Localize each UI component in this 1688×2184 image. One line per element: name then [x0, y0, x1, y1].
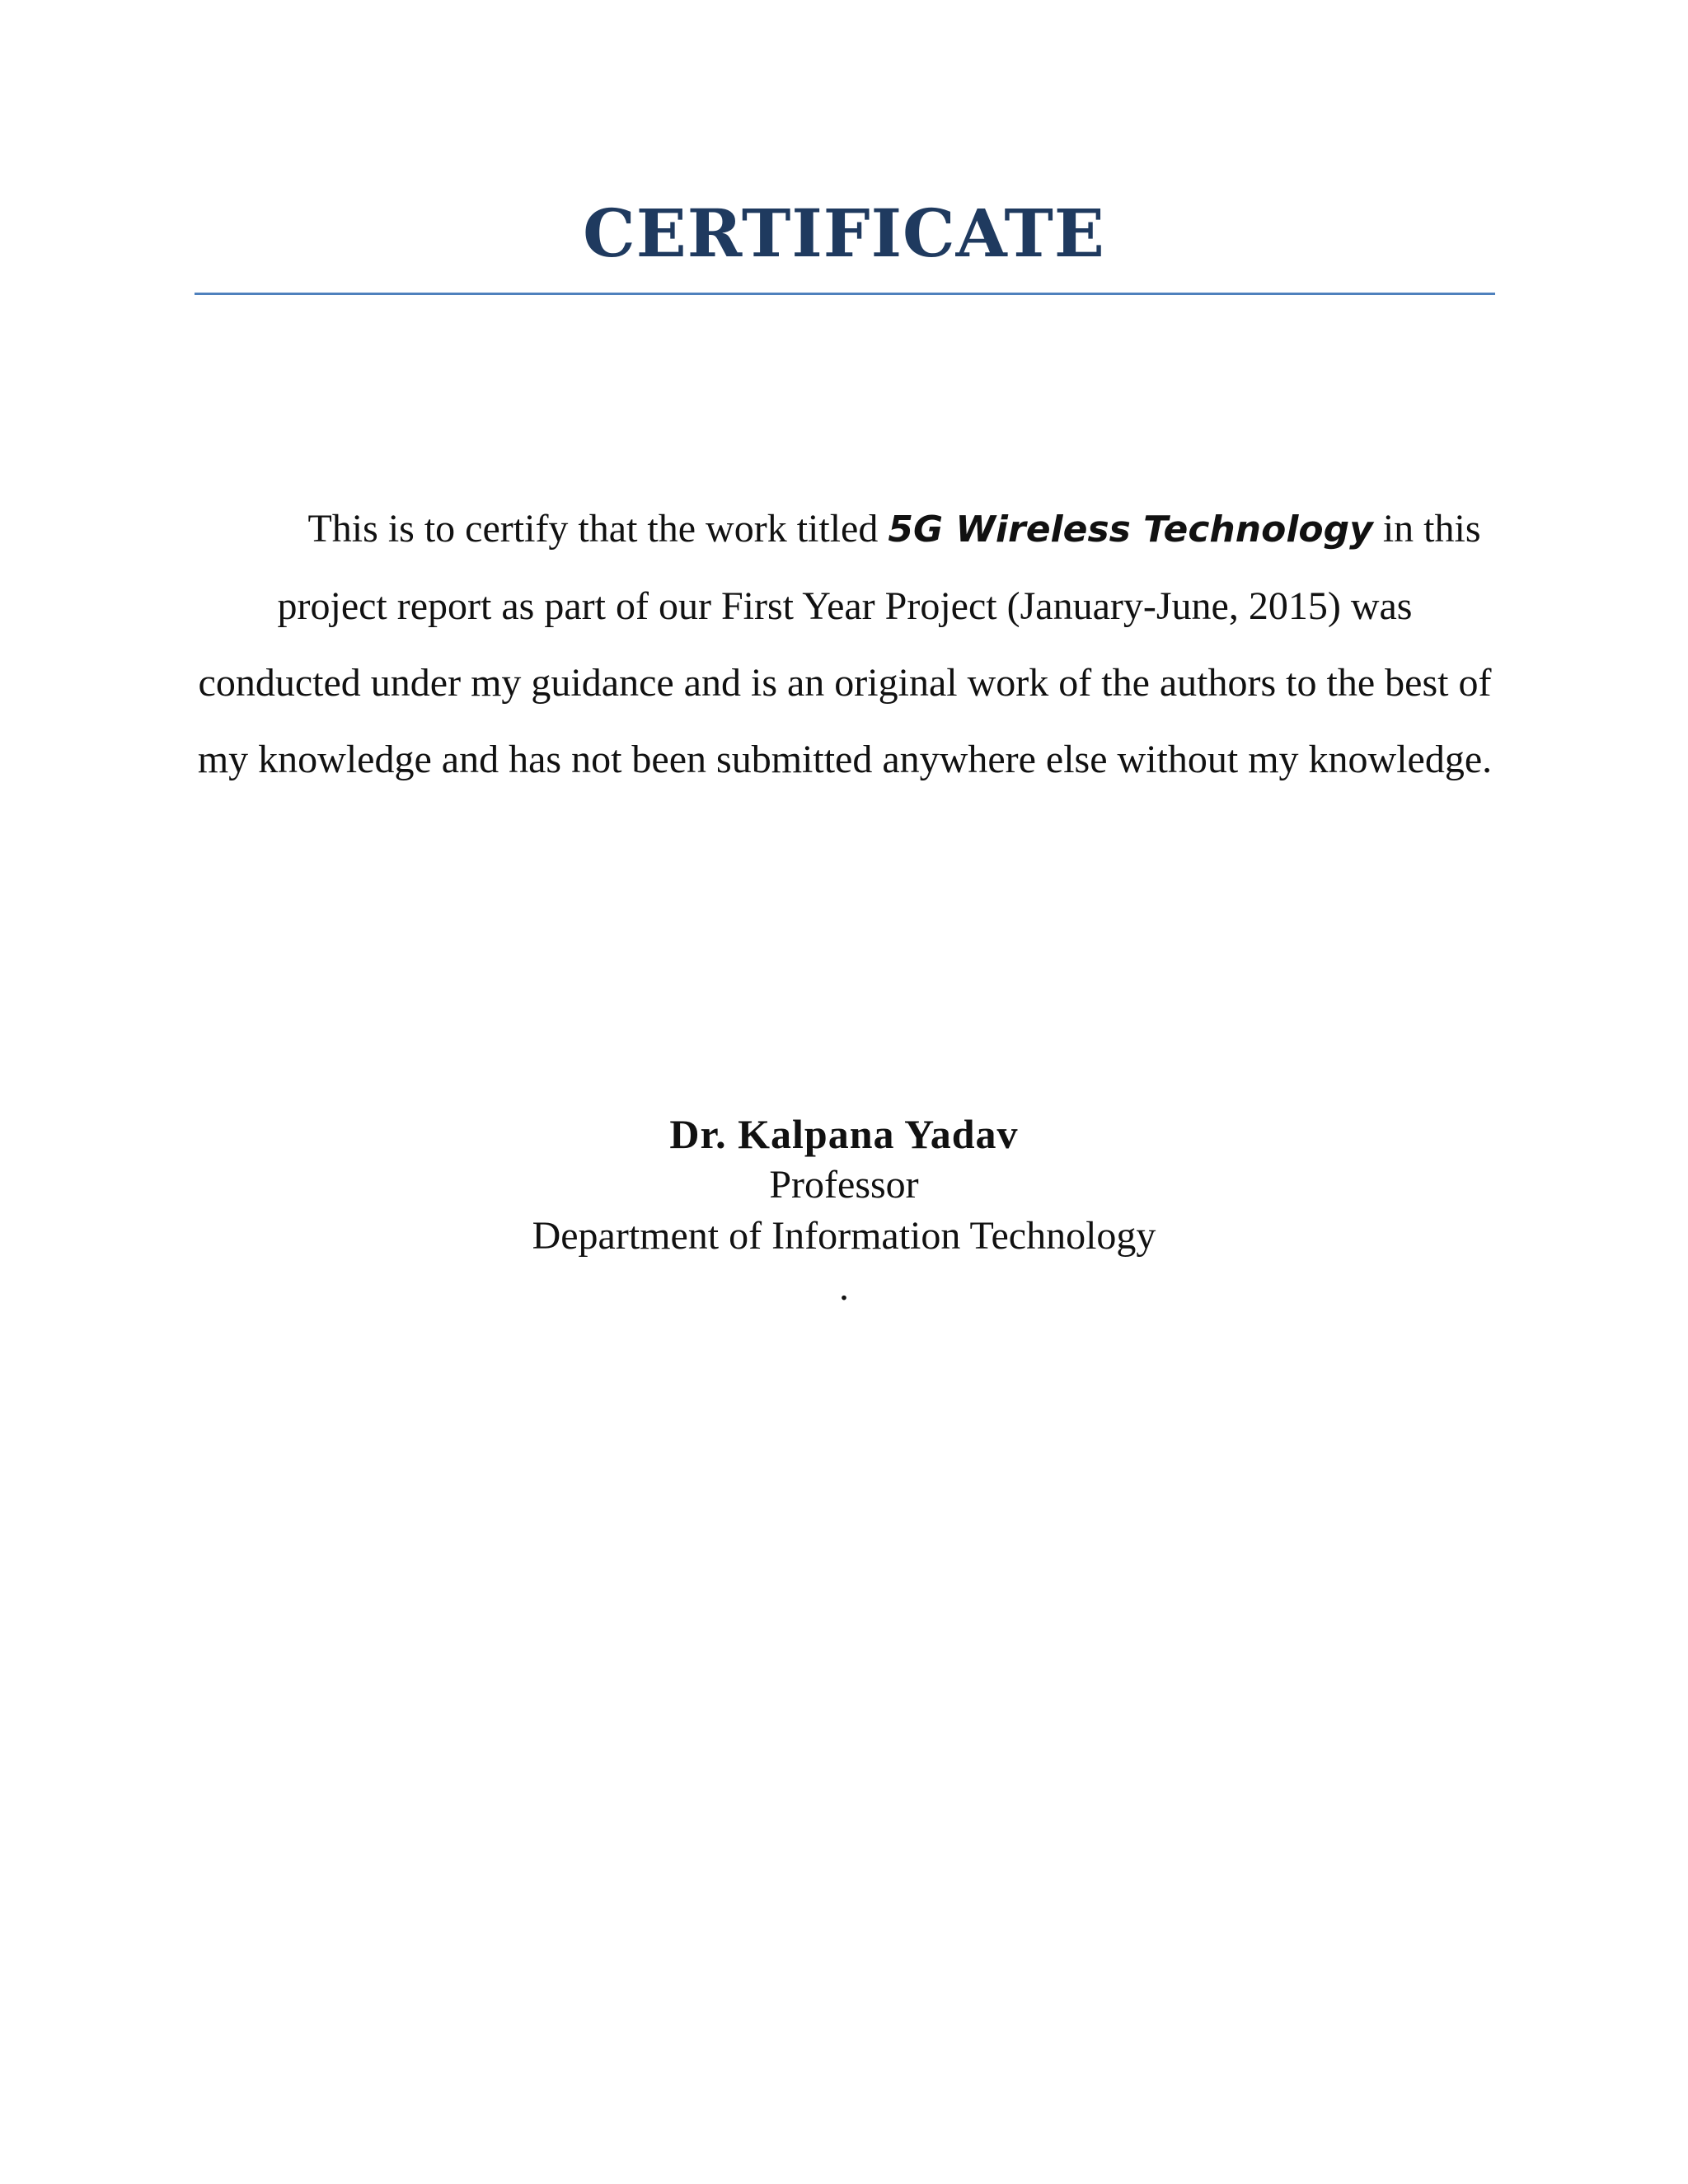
- certification-paragraph: [195, 490, 1495, 798]
- trailing-dot: .: [839, 1265, 849, 1309]
- signature-block: [0, 1108, 1688, 1313]
- signatory-designation: Professor: [769, 1163, 919, 1207]
- title-underline: [195, 293, 1495, 295]
- signatory-department: Department of Information Technology: [532, 1214, 1156, 1258]
- project-title: 5G Wireless Technology: [888, 509, 1373, 551]
- page-title: CERTIFICATE: [583, 194, 1105, 272]
- signatory-name: Dr. Kalpana Yadav: [669, 1111, 1019, 1157]
- certification-continuation: in this project report as part of our First Year Project (January-June, 2015) was conducted under my guidance and is an original work of the authors to the best of my knowledge and has not been submitted anywhere else without my knowledge.: [197, 507, 1493, 781]
- certification-intro: This is to certify that the work titled: [307, 507, 879, 551]
